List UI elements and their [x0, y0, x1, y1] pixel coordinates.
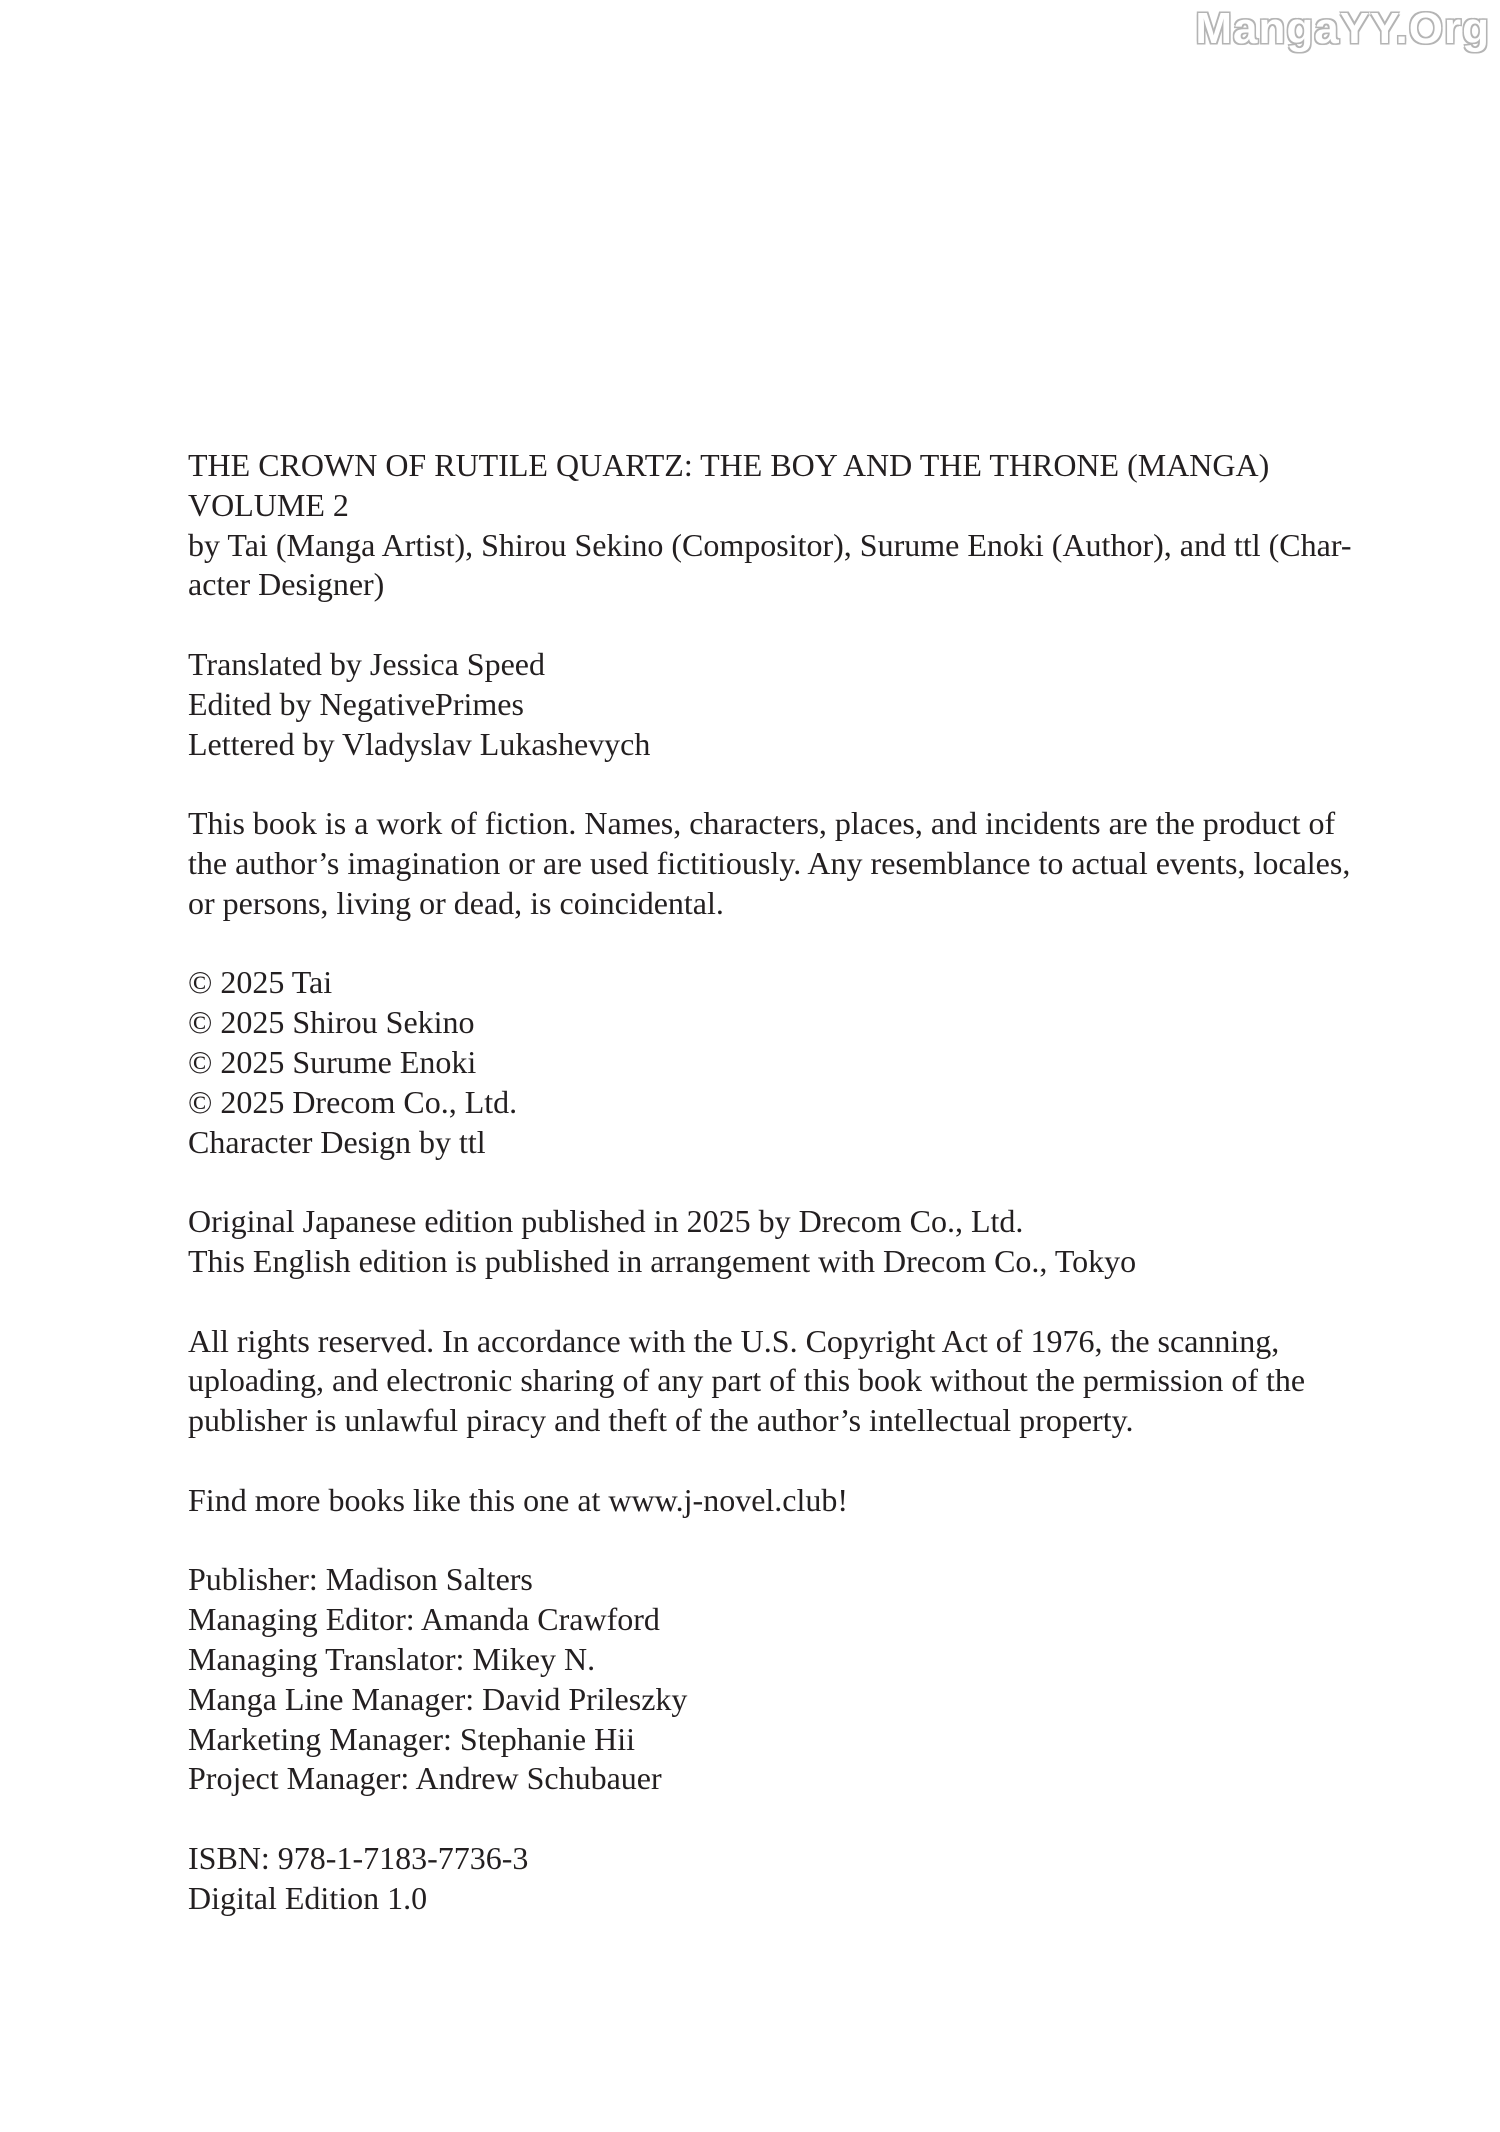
- book-title-line: THE CROWN OF RUTILE QUARTZ: THE BOY AND THE THRONE (MANGA): [188, 447, 1270, 483]
- edition-notice-line: Original Japanese edition published in 2025 by Drecom Co., Ltd.: [188, 1203, 1024, 1240]
- project-manager-credit: Project Manager: Andrew Schubauer: [188, 1760, 662, 1797]
- creator-credits-line: acter Designer): [188, 566, 385, 603]
- letterer-credit: Lettered by Vladyslav Lukashevych: [188, 725, 651, 762]
- edition-notice: [188, 1202, 1408, 1282]
- fiction-notice-line: or persons, living or dead, is coincidental.: [188, 884, 724, 921]
- copyright-line: © 2025 Shirou Sekino: [188, 1004, 475, 1041]
- editor-credit: Edited by NegativePrimes: [188, 685, 524, 722]
- copyright-line: © 2025 Surume Enoki: [188, 1043, 477, 1080]
- edition-notice-line: This English edition is published in arrangement with Drecom Co., Tokyo: [188, 1242, 1137, 1279]
- rights-notice: [188, 1322, 1408, 1441]
- digital-edition-line: Digital Edition 1.0: [188, 1879, 428, 1916]
- managing-translator-credit: Managing Translator: Mikey N.: [188, 1640, 596, 1677]
- marketing-manager-credit: Marketing Manager: Stephanie Hii: [188, 1720, 635, 1757]
- copyright-notices: [188, 963, 1408, 1162]
- manga-line-manager-credit: Manga Line Manager: David Prileszky: [188, 1680, 688, 1717]
- publisher-credit: Publisher: Madison Salters: [188, 1561, 533, 1598]
- copyright-line: © 2025 Drecom Co., Ltd.: [188, 1083, 518, 1120]
- isbn-line: ISBN: 978-1-7183-7736-3: [188, 1839, 529, 1876]
- promo-notice: [188, 1481, 1408, 1521]
- staff-credits: [188, 645, 1408, 764]
- managing-editor-credit: Managing Editor: Amanda Crawford: [188, 1601, 660, 1638]
- copyright-page: [188, 446, 1408, 1918]
- character-design-credit: Character Design by ttl: [188, 1123, 486, 1160]
- rights-notice-line: All rights reserved. In accordance with the U.S. Copyright Act of 1976, the scanning,: [188, 1322, 1280, 1359]
- book-volume-line: VOLUME 2: [188, 486, 349, 523]
- promo-line: Find more books like this one at www.j-novel.club!: [188, 1481, 849, 1518]
- isbn-block: [188, 1839, 1408, 1919]
- copyright-line: © 2025 Tai: [188, 964, 333, 1001]
- translator-credit: Translated by Jessica Speed: [188, 645, 545, 682]
- fiction-notice-line: the author’s imagination or are used fictitiously. Any resemblance to actual events, locales,: [188, 844, 1351, 881]
- rights-notice-line: publisher is unlawful piracy and theft of the author’s intellectual property.: [188, 1402, 1134, 1439]
- fiction-notice-line: This book is a work of fiction. Names, characters, places, and incidents are the product of: [188, 805, 1336, 842]
- fiction-notice: [188, 804, 1408, 923]
- site-watermark: MangaYY.Org: [1195, 4, 1490, 53]
- title-block: [188, 446, 1408, 605]
- staff-roles: [188, 1560, 1408, 1799]
- creator-credits-line: by Tai (Manga Artist), Shirou Sekino (Compositor), Surume Enoki (Author), and ttl (Char-: [188, 526, 1352, 563]
- rights-notice-line: uploading, and electronic sharing of any part of this book without the permission of the: [188, 1362, 1306, 1399]
